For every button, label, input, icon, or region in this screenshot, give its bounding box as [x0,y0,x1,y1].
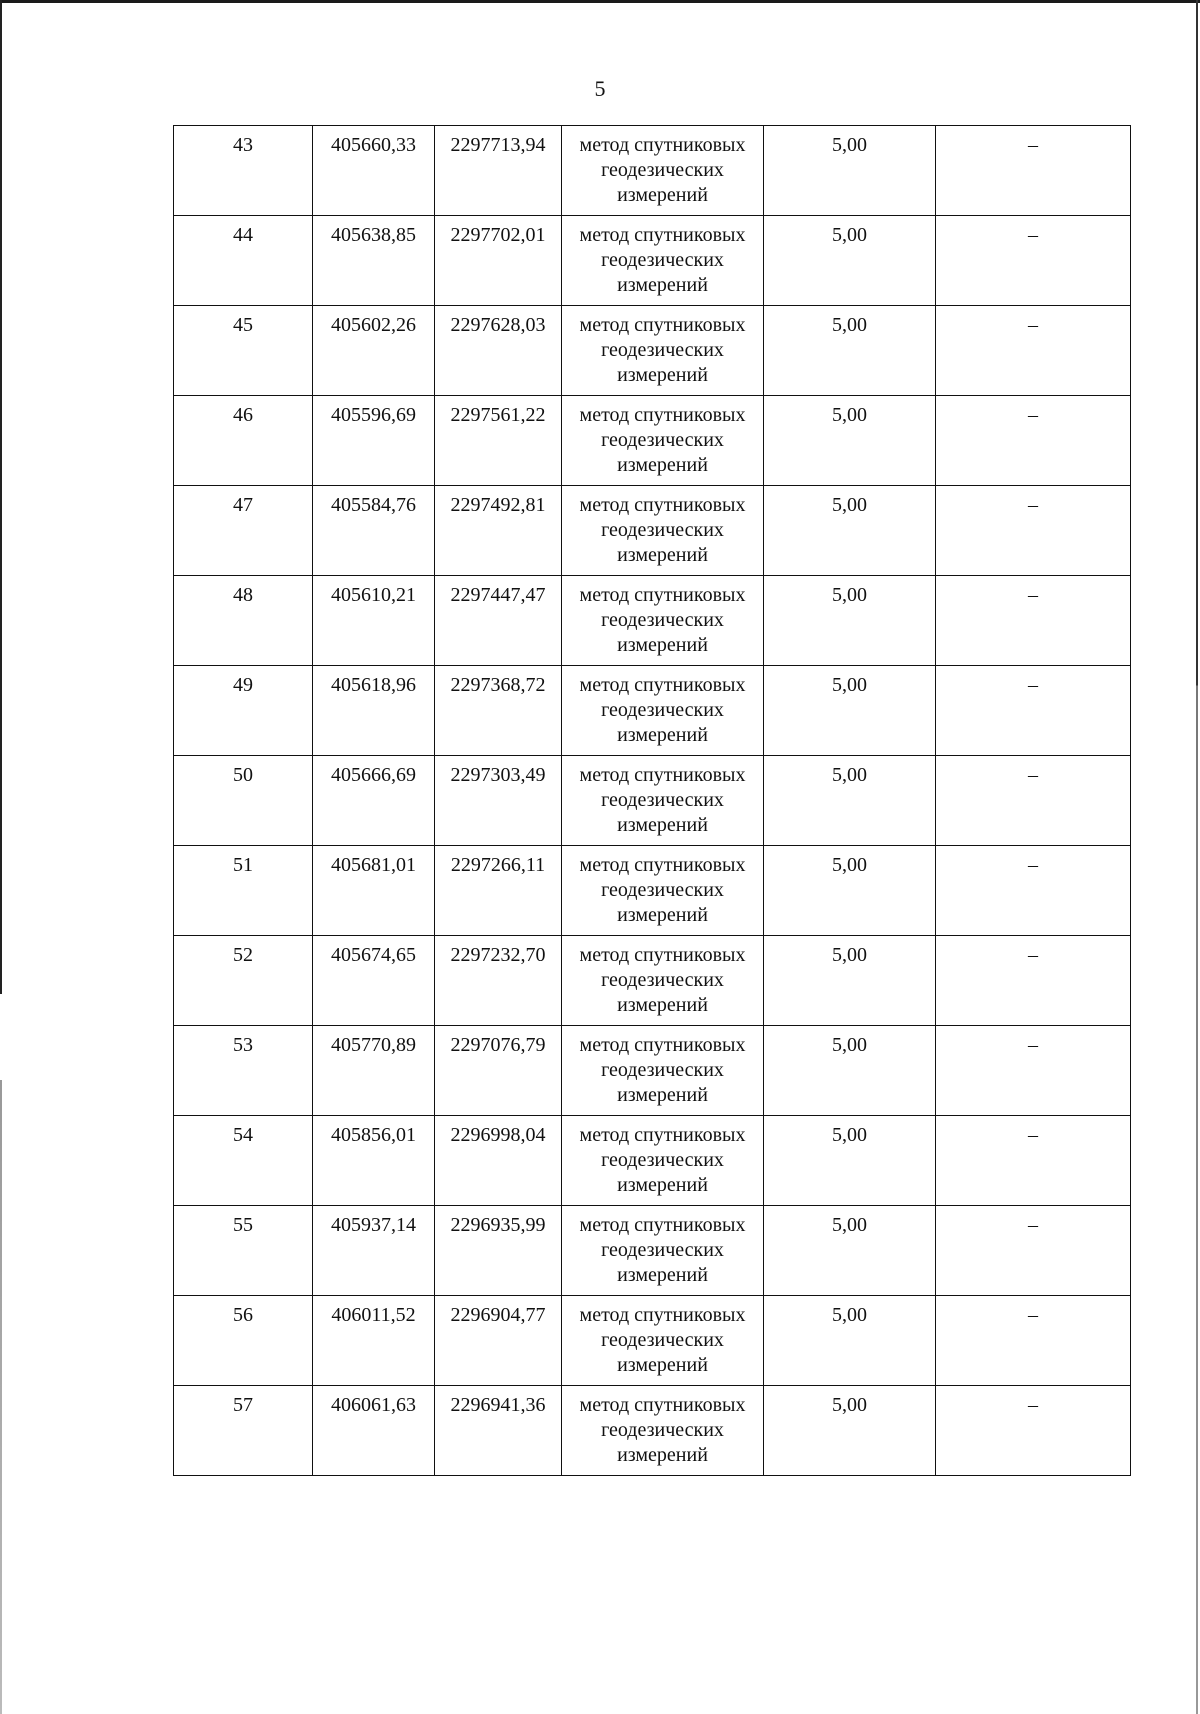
method-cell: метод спутниковых геодезических измерений [562,846,764,936]
description-cell: – [936,126,1131,216]
y-coordinate-cell: 2296935,99 [435,1206,562,1296]
y-coordinate-cell: 2297702,01 [435,216,562,306]
point-number-cell: 57 [174,1386,313,1476]
point-number-cell: 44 [174,216,313,306]
table-row [174,486,1131,576]
table-row [174,1386,1131,1476]
x-coordinate-cell: 405618,96 [313,666,435,756]
method-cell: метод спутниковых геодезических измерений [562,1116,764,1206]
coordinates-table [173,125,1131,1476]
point-number-cell: 48 [174,576,313,666]
method-cell: метод спутниковых геодезических измерений [562,306,764,396]
accuracy-cell: 5,00 [764,1296,936,1386]
table-row [174,216,1131,306]
method-cell: метод спутниковых геодезических измерений [562,486,764,576]
description-cell: – [936,1116,1131,1206]
method-cell: метод спутниковых геодезических измерений [562,1296,764,1386]
description-cell: – [936,1206,1131,1296]
y-coordinate-cell: 2297303,49 [435,756,562,846]
table-row [174,936,1131,1026]
method-cell: метод спутниковых геодезических измерений [562,756,764,846]
accuracy-cell: 5,00 [764,1206,936,1296]
accuracy-cell: 5,00 [764,846,936,936]
scan-border-left [0,0,2,1714]
y-coordinate-cell: 2297561,22 [435,396,562,486]
y-coordinate-cell: 2297368,72 [435,666,562,756]
x-coordinate-cell: 405674,65 [313,936,435,1026]
point-number-cell: 53 [174,1026,313,1116]
x-coordinate-cell: 405856,01 [313,1116,435,1206]
page-number: 5 [594,76,606,101]
x-coordinate-cell: 405610,21 [313,576,435,666]
point-number-cell: 54 [174,1116,313,1206]
method-cell: метод спутниковых геодезических измерений [562,1026,764,1116]
point-number-cell: 46 [174,396,313,486]
x-coordinate-cell: 405602,26 [313,306,435,396]
table-row [174,756,1131,846]
x-coordinate-cell: 406061,63 [313,1386,435,1476]
method-cell: метод спутниковых геодезических измерений [562,936,764,1026]
table-row [174,1116,1131,1206]
y-coordinate-cell: 2297266,11 [435,846,562,936]
accuracy-cell: 5,00 [764,666,936,756]
y-coordinate-cell: 2297232,70 [435,936,562,1026]
description-cell: – [936,1386,1131,1476]
description-cell: – [936,576,1131,666]
x-coordinate-cell: 405660,33 [313,126,435,216]
scan-border-top [0,0,1200,3]
x-coordinate-cell: 405681,01 [313,846,435,936]
table-row [174,126,1131,216]
x-coordinate-cell: 405584,76 [313,486,435,576]
accuracy-cell: 5,00 [764,396,936,486]
method-cell: метод спутниковых геодезических измерений [562,126,764,216]
description-cell: – [936,216,1131,306]
accuracy-cell: 5,00 [764,1386,936,1476]
table-row [174,846,1131,936]
table-row [174,1296,1131,1386]
x-coordinate-cell: 405596,69 [313,396,435,486]
description-cell: – [936,666,1131,756]
accuracy-cell: 5,00 [764,126,936,216]
method-cell: метод спутниковых геодезических измерений [562,666,764,756]
x-coordinate-cell: 405937,14 [313,1206,435,1296]
point-number-cell: 49 [174,666,313,756]
point-number-cell: 55 [174,1206,313,1296]
y-coordinate-cell: 2297076,79 [435,1026,562,1116]
accuracy-cell: 5,00 [764,1116,936,1206]
accuracy-cell: 5,00 [764,756,936,846]
accuracy-cell: 5,00 [764,576,936,666]
method-cell: метод спутниковых геодезических измерений [562,1386,764,1476]
y-coordinate-cell: 2297628,03 [435,306,562,396]
description-cell: – [936,486,1131,576]
method-cell: метод спутниковых геодезических измерений [562,576,764,666]
description-cell: – [936,936,1131,1026]
y-coordinate-cell: 2296904,77 [435,1296,562,1386]
point-number-cell: 52 [174,936,313,1026]
x-coordinate-cell: 406011,52 [313,1296,435,1386]
description-cell: – [936,846,1131,936]
accuracy-cell: 5,00 [764,1026,936,1116]
coordinates-table-body [174,126,1131,1476]
y-coordinate-cell: 2297713,94 [435,126,562,216]
table-row [174,666,1131,756]
accuracy-cell: 5,00 [764,216,936,306]
description-cell: – [936,756,1131,846]
method-cell: метод спутниковых геодезических измерений [562,216,764,306]
accuracy-cell: 5,00 [764,486,936,576]
point-number-cell: 51 [174,846,313,936]
table-row [174,306,1131,396]
point-number-cell: 47 [174,486,313,576]
y-coordinate-cell: 2296941,36 [435,1386,562,1476]
scan-border-right [1196,0,1198,1714]
table-row [174,396,1131,486]
accuracy-cell: 5,00 [764,936,936,1026]
point-number-cell: 45 [174,306,313,396]
table-row [174,576,1131,666]
description-cell: – [936,396,1131,486]
method-cell: метод спутниковых геодезических измерений [562,396,764,486]
y-coordinate-cell: 2297447,47 [435,576,562,666]
x-coordinate-cell: 405770,89 [313,1026,435,1116]
point-number-cell: 50 [174,756,313,846]
description-cell: – [936,306,1131,396]
point-number-cell: 56 [174,1296,313,1386]
x-coordinate-cell: 405638,85 [313,216,435,306]
accuracy-cell: 5,00 [764,306,936,396]
description-cell: – [936,1296,1131,1386]
description-cell: – [936,1026,1131,1116]
y-coordinate-cell: 2296998,04 [435,1116,562,1206]
x-coordinate-cell: 405666,69 [313,756,435,846]
method-cell: метод спутниковых геодезических измерений [562,1206,764,1296]
table-row [174,1206,1131,1296]
table-row [174,1026,1131,1116]
y-coordinate-cell: 2297492,81 [435,486,562,576]
point-number-cell: 43 [174,126,313,216]
